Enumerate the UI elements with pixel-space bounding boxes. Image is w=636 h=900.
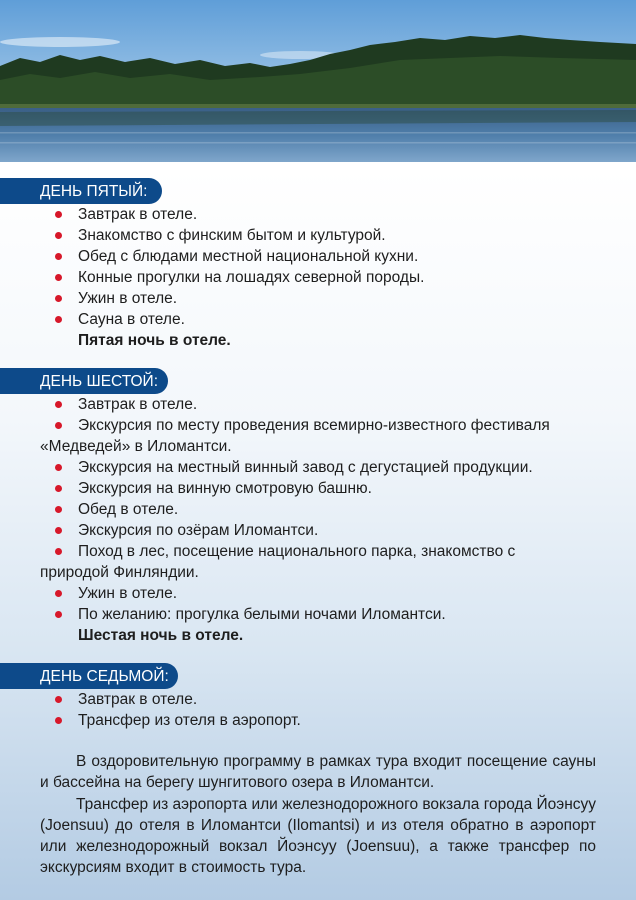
list-item: Обед в отеле.: [0, 499, 636, 520]
list-item: Ужин в отеле.: [0, 288, 636, 309]
bullet-icon: [55, 527, 62, 534]
night-note: Пятая ночь в отеле.: [78, 332, 231, 349]
list-item: Сауна в отеле.: [0, 309, 636, 330]
list-item: Обед с блюдами местной национальной кухни.: [0, 246, 636, 267]
list-item: Экскурсия по озёрам Иломантси.: [0, 520, 636, 541]
list-item: Экскурсия по месту проведения всемирно-известного фестиваля «Медведей» в Иломантси.: [40, 417, 550, 455]
bullet-icon: [55, 274, 62, 281]
day-header-6: ДЕНЬ ШЕСТОЙ:: [0, 368, 168, 394]
list-item: По желанию: прогулка белыми ночами Иломантси.: [0, 604, 636, 625]
note-paragraph: В оздоровительную программу в рамках тура входит посещение сауны и бассейна на берегу шунгитового озера в Иломантси.: [40, 753, 596, 792]
bullet-icon: [55, 464, 62, 471]
bullet-icon: [55, 548, 62, 555]
bullet-icon: [55, 485, 62, 492]
bullet-icon: [55, 422, 62, 429]
bullet-icon: [55, 717, 62, 724]
day-header-5: ДЕНЬ ПЯТЫЙ:: [0, 178, 162, 204]
bullet-icon: [55, 696, 62, 703]
list-item: Конные прогулки на лошадях северной породы.: [0, 267, 636, 288]
list-item: Экскурсия на винную смотровую башню.: [0, 478, 636, 499]
bullet-icon: [55, 253, 62, 260]
list-item: Поход в лес, посещение национального парка, знакомство с природой Финляндии.: [40, 543, 516, 581]
bullet-icon: [55, 211, 62, 218]
list-item: Трансфер из отеля в аэропорт.: [0, 710, 636, 731]
list-item: Завтрак в отеле.: [0, 689, 636, 710]
day-7-plan: [0, 689, 636, 731]
day-header-7: ДЕНЬ СЕДЬМОЙ:: [0, 663, 178, 689]
bullet-icon: [55, 232, 62, 239]
bullet-icon: [55, 506, 62, 513]
list-item: Завтрак в отеле.: [0, 204, 636, 225]
day-6-plan: [0, 394, 636, 646]
list-item: Знакомство с финским бытом и культурой.: [0, 225, 636, 246]
list-item: Завтрак в отеле.: [0, 394, 636, 415]
bullet-icon: [55, 590, 62, 597]
tour-notes: [40, 751, 596, 879]
list-item: Экскурсия на местный винный завод с дегустацией продукции.: [0, 457, 636, 478]
bullet-icon: [55, 295, 62, 302]
bullet-icon: [55, 401, 62, 408]
list-item: Ужин в отеле.: [0, 583, 636, 604]
day-5-plan: [0, 204, 636, 351]
note-paragraph: Трансфер из аэропорта или железнодорожного вокзала города Йоэнсуу (Joensuu) до отеля в Иломантси (Ilomantsi) и из отеля обратно в аэропорт или железнодорожный вокзал Йоэнсуу (Joensuu), а также трансфер по экскурсиям входит в стоимость тура.: [40, 795, 596, 877]
bullet-icon: [55, 316, 62, 323]
bullet-icon: [55, 611, 62, 618]
night-note: Шестая ночь в отеле.: [78, 627, 244, 644]
lake-forest-photo: [0, 0, 636, 162]
